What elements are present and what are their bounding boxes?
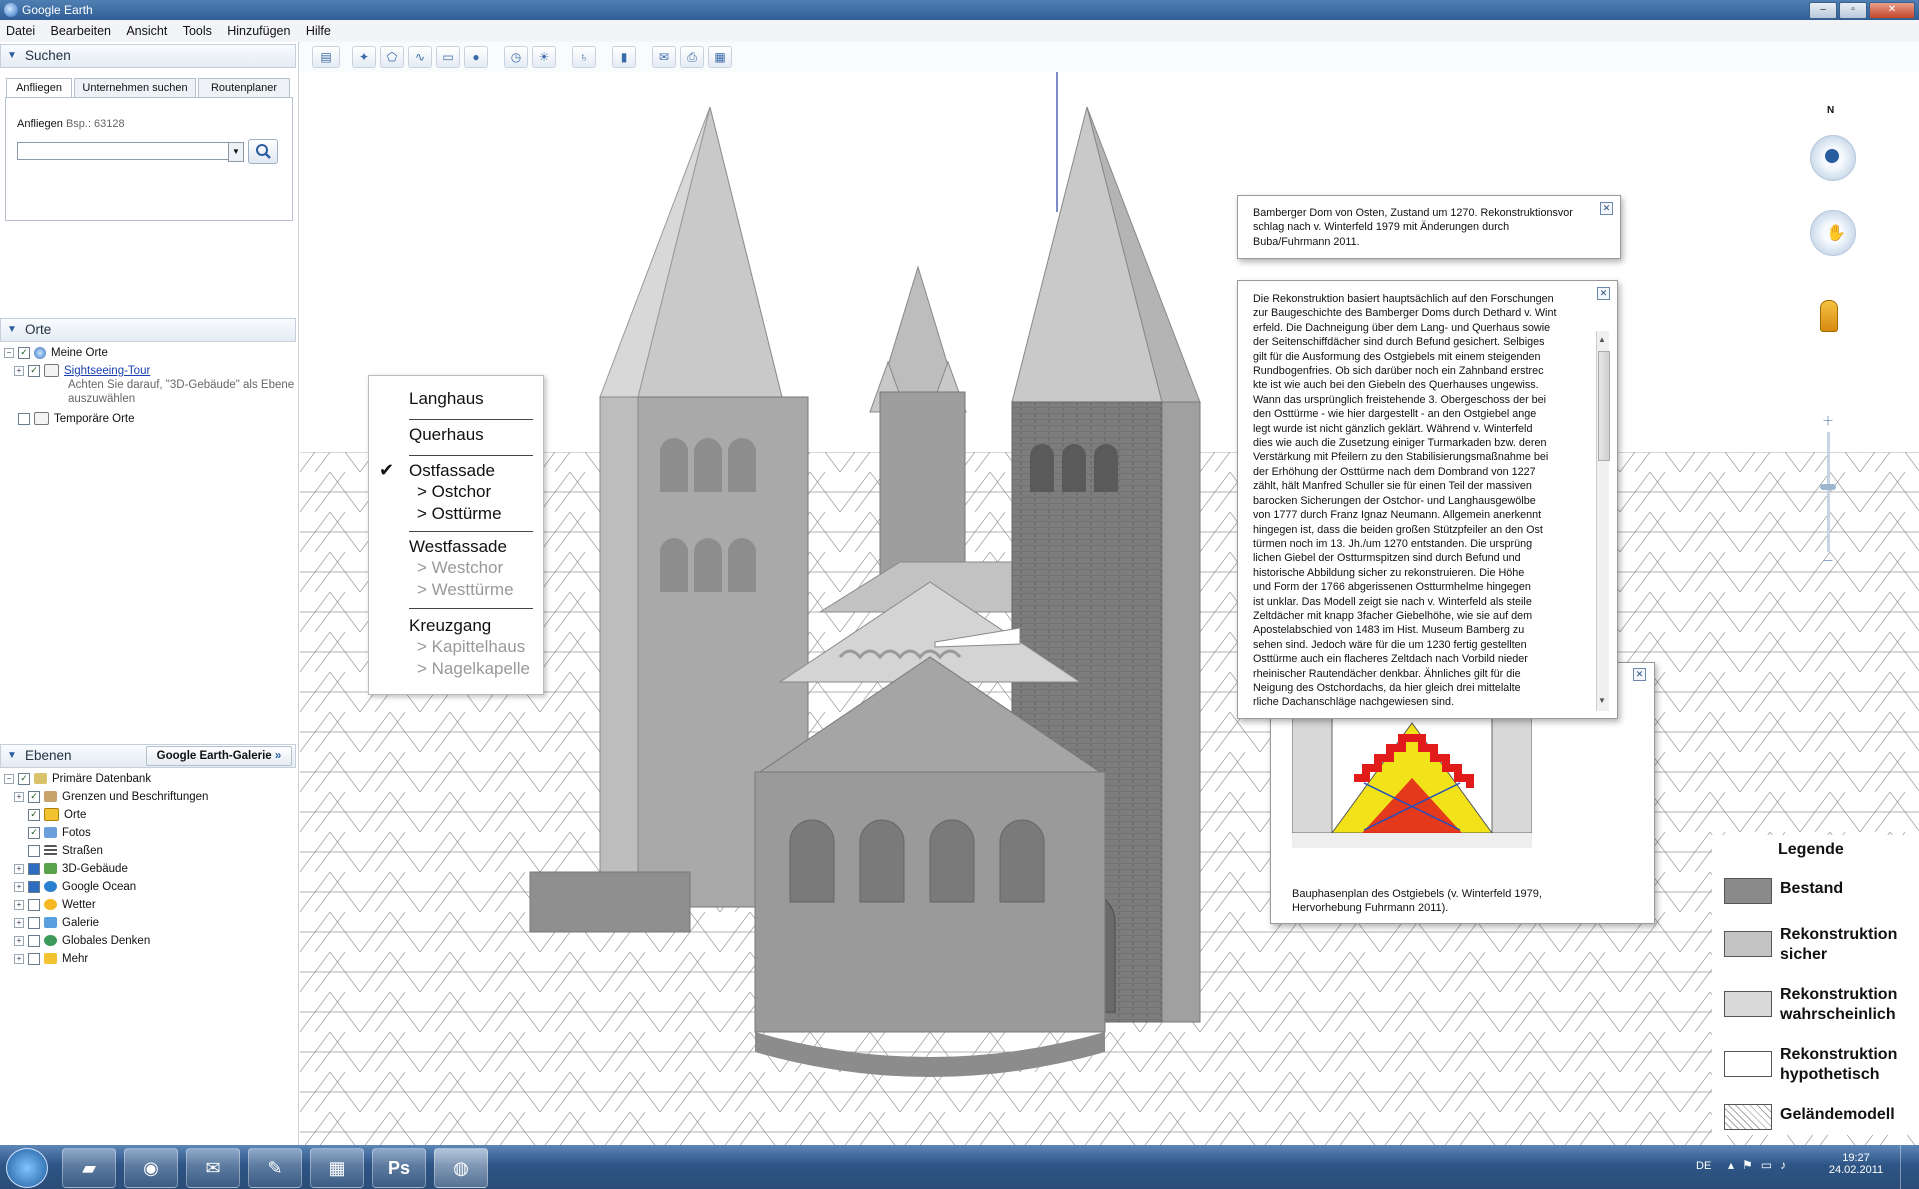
menu-ansicht[interactable]: Ansicht [126, 24, 168, 38]
checkbox[interactable] [18, 413, 30, 425]
menu-item-westtuerme[interactable]: > Westtürme [417, 580, 514, 599]
planets-icon[interactable]: ♄ [572, 46, 596, 68]
legend-label-bestand: Bestand [1780, 880, 1844, 897]
legend-label-gelaendemodell: Geländemodell [1780, 1106, 1895, 1123]
checkmark-icon: ✔ [379, 460, 395, 480]
move-joystick[interactable] [1810, 210, 1856, 256]
collapse-toggle[interactable]: − [4, 348, 14, 358]
layer-galerie[interactable]: + Galerie [14, 914, 99, 932]
reconstruction-text-line: Neigung des Ostchordachs, da hier gleich drei mittelalte [1253, 681, 1521, 694]
checkbox[interactable]: ✓ [28, 827, 40, 839]
email-icon[interactable]: ✉ [652, 46, 676, 68]
weather-sun-icon [44, 899, 57, 910]
menu-item-osttuerme[interactable]: > Osttürme [417, 504, 502, 523]
reconstruction-text-line: rliche Dachanschläge nachgewiesen sind. [1253, 696, 1455, 709]
menu-item-ostfassade[interactable]: Ostfassade [409, 461, 495, 480]
database-icon [34, 773, 47, 784]
layer-globales-denken[interactable]: + Globales Denken [14, 932, 150, 950]
expand-toggle[interactable]: + [14, 366, 24, 376]
collapse-arrow-icon[interactable]: ▼ [7, 50, 17, 61]
checkbox[interactable] [28, 863, 40, 875]
scroll-down-icon[interactable]: ▼ [1598, 696, 1606, 705]
globe-icon [44, 935, 57, 946]
menu-item-nagelkapelle[interactable]: > Nagelkapelle [417, 659, 530, 678]
image-caption-line: Bauphasenplan des Ostgiebels (v. Winterfeld 1979, [1292, 888, 1542, 900]
menu-item-langhaus[interactable]: Langhaus [409, 389, 484, 408]
menu-item-querhaus[interactable]: Querhaus [409, 425, 484, 444]
print-icon[interactable]: ⎙ [680, 46, 704, 68]
google-earth-logo-icon [4, 3, 18, 17]
fly-to-label: Anfliegen [17, 118, 63, 130]
search-button[interactable] [248, 139, 278, 164]
zoom-slider[interactable] [1827, 432, 1830, 552]
reconstruction-text-line: zur Baugeschichte des Bamberger Doms durch Dethard v. Wint [1253, 307, 1557, 320]
collapse-toggle[interactable]: − [4, 774, 14, 784]
folder-icon [34, 412, 49, 425]
legend-swatch-wahrscheinlich [1724, 991, 1772, 1017]
folder-icon [44, 364, 59, 377]
image-caption-line: Hervorhebung Fuhrmann 2011). [1292, 902, 1449, 914]
reconstruction-text-line: von 1777 durch Franz Ignaz Neumann. Allgemein anerkennt [1253, 509, 1542, 522]
close-icon[interactable]: ✕ [1600, 202, 1613, 215]
scrollbar-thumb[interactable] [1598, 351, 1610, 461]
zoom-out-icon[interactable]: － [1822, 554, 1835, 568]
left-panel [0, 42, 299, 1145]
google-earth-gallery-button[interactable]: Google Earth-Galerie » [146, 746, 292, 766]
layer-orte[interactable]: ✓ Orte [28, 806, 86, 824]
minimize-button[interactable]: – [1809, 2, 1837, 19]
menu-bar [0, 20, 1919, 43]
reconstruction-text-line: Wann das ursprünglich freistehende 3. Obergeschoss der bei [1253, 393, 1547, 406]
scroll-up-icon[interactable]: ▲ [1598, 335, 1606, 344]
reconstruction-text-line: historische Abbildung sicher zu rekonstruieren. Die Höhe [1253, 566, 1525, 579]
start-button-icon[interactable] [6, 1148, 48, 1188]
menu-bearbeiten[interactable]: Bearbeiten [50, 24, 111, 38]
reconstruction-text-line: rheinischer Rautendächer denkbar. Ähnliches gilt für die [1253, 667, 1521, 680]
menu-item-kapittelhaus[interactable]: > Kapittelhaus [417, 637, 526, 656]
layer-wetter[interactable]: + Wetter [14, 896, 96, 914]
clock-date: 24.02.2011 [1828, 1164, 1884, 1176]
places-tree [4, 344, 294, 424]
checkbox[interactable] [28, 899, 40, 911]
firefox-icon[interactable]: ◉ [124, 1148, 178, 1188]
gallery-star-icon [44, 917, 57, 928]
checkbox[interactable]: ✓ [18, 347, 30, 359]
search-section-header[interactable]: ▼ Suchen [0, 44, 296, 68]
title-balloon-line: schlag nach v. Winterfeld 1979 mit Änderungen durch [1253, 221, 1510, 234]
building-icon [44, 863, 57, 874]
sightseeing-tour-link[interactable]: Sightseeing-Tour [64, 365, 151, 377]
checkbox[interactable] [28, 881, 40, 893]
look-joystick[interactable] [1810, 135, 1856, 181]
tray-icons[interactable]: ▴⚑▭♪ [1728, 1158, 1795, 1172]
menu-item-westfassade[interactable]: Westfassade [409, 537, 507, 556]
layer-mehr[interactable]: + Mehr [14, 950, 88, 968]
reconstruction-text [1253, 292, 1588, 710]
expand-toggle[interactable]: + [14, 864, 24, 874]
checkbox[interactable] [28, 917, 40, 929]
places-icon [44, 808, 59, 821]
reconstruction-text-line: Osttürme auch ein flacheres Zeltdach nach Vorbild nieder [1253, 653, 1528, 666]
reconstruction-text-line: zählt, hält Manfred Schuller sie für einen Teil der massiven [1253, 480, 1532, 493]
title-bar [0, 0, 1919, 20]
sunlight-icon[interactable]: ☀ [532, 46, 556, 68]
search-icon [249, 140, 277, 163]
tree-item-meine-orte[interactable]: − ✓ Meine Orte [4, 344, 108, 362]
zoom-slider-handle[interactable] [1820, 484, 1836, 490]
close-icon[interactable]: ✕ [1633, 668, 1646, 681]
windows-taskbar [0, 1145, 1919, 1189]
expand-toggle[interactable]: + [14, 792, 24, 802]
places-note: auszuwählen [68, 393, 136, 405]
title-balloon-line: Buba/Fuhrmann 2011. [1253, 235, 1360, 248]
checkbox[interactable]: ✓ [28, 365, 40, 377]
add-overlay-icon[interactable]: ▭ [436, 46, 460, 68]
reconstruction-text-line: barocken Sicherungen der Ostchor- und Langhausgewölbe [1253, 494, 1536, 507]
clock-time: 19:27 [1842, 1152, 1870, 1164]
phase-plan-image [1292, 718, 1532, 848]
ocean-icon [44, 881, 57, 892]
reconstruction-text-line: Zeltdächer mit knapp 3facher Giebelhöhe, wie sie auf dem [1253, 609, 1533, 622]
window-title: Google Earth [22, 3, 93, 17]
reconstruction-text-line: gilt für die Ausformung des Ostgiebels mit einem steigenden [1253, 350, 1541, 363]
expand-toggle[interactable]: + [14, 918, 24, 928]
tree-item-temporaere-orte[interactable]: Temporäre Orte [18, 410, 135, 428]
reconstruction-text-line: Rundbogenfries. Ob sich darüber noch ein Zahnband erstrec [1253, 365, 1544, 378]
clock[interactable] [1826, 1152, 1886, 1176]
chevron-right-icon: » [274, 750, 282, 762]
legend-swatch-gelaendemodell [1724, 1104, 1772, 1130]
history-dropdown-button[interactable]: ▼ [228, 142, 244, 162]
reconstruction-text-line: der Erhöhung der Osttürme nach dem Dombrand von 1227 [1253, 465, 1536, 478]
menu-tools[interactable]: Tools [182, 24, 212, 38]
checkbox[interactable] [28, 953, 40, 965]
layers-tree [4, 770, 294, 990]
reconstruction-text-line: Apostelabschied von 1483 im Hist. Museum Bamberg zu [1253, 624, 1525, 637]
record-tour-icon[interactable]: ● [464, 46, 488, 68]
expand-toggle[interactable]: + [14, 936, 24, 946]
scrollbar[interactable] [1596, 331, 1609, 711]
reconstruction-text-line: hingegen ist, dass die beiden großen Stützpfeiler an den Ost [1253, 523, 1543, 536]
menu-item-westchor[interactable]: > Westchor [417, 558, 504, 577]
legend-label-hypothetisch: Rekonstruktion hypothetisch [1780, 1046, 1898, 1083]
building-section-menu [368, 375, 544, 695]
reconstruction-text-line: legt wurde ist nicht gänzlich geklärt. Während v. Winterfeld [1253, 422, 1533, 435]
reconstruction-text-line: lichen Giebel der Ostturmspitzen sind durch Befund und [1253, 552, 1521, 565]
legend-title: Legende [1778, 841, 1844, 858]
thunderbird-icon[interactable]: ✉ [186, 1148, 240, 1188]
fly-to-input[interactable] [17, 142, 233, 160]
title-balloon-line: Bamberger Dom von Osten, Zustand um 1270. Rekonstruktionsvor [1253, 207, 1573, 219]
collapse-arrow-icon[interactable]: ▼ [7, 324, 17, 335]
checkbox[interactable] [28, 845, 40, 857]
google-earth-taskbar-icon[interactable]: ◍ [434, 1148, 488, 1188]
reconstruction-text-line: der Seitenschiffdächer sind durch Befund gesichert. Selbiges [1253, 336, 1545, 349]
collapse-arrow-icon[interactable]: ▼ [7, 750, 17, 761]
hand-icon: ✋ [1826, 225, 1846, 242]
reconstruction-text-line: türmen noch im 13. Jh./um 1270 entstanden. Die ursprüng [1253, 537, 1533, 550]
close-button[interactable]: ✕ [1869, 2, 1915, 19]
add-placemark-icon[interactable]: ✦ [352, 46, 376, 68]
checkbox[interactable]: ✓ [28, 809, 40, 821]
layer-grenzen[interactable]: + ✓ Grenzen und Beschriftungen [14, 788, 208, 806]
editor-icon[interactable]: ✎ [248, 1148, 302, 1188]
add-polygon-icon[interactable]: ⬠ [380, 46, 404, 68]
street-view-pegman-icon[interactable] [1820, 300, 1838, 332]
legend-label-sicher: Rekonstruktion sicher [1780, 926, 1898, 963]
legend-swatch-hypothetisch [1724, 1051, 1772, 1077]
tab-routenplaner[interactable]: Routenplaner [198, 78, 290, 98]
reconstruction-text-line: und Form der 1766 abgerissenen Ostturmhelme hingegen [1253, 581, 1531, 594]
calculator-icon[interactable]: ▦ [310, 1148, 364, 1188]
layer-fotos[interactable]: ✓ Fotos [28, 824, 91, 842]
reconstruction-text-line: erfeld. Die Dachneigung über dem Lang- und Querhaus sowie [1253, 321, 1551, 334]
expand-toggle[interactable]: + [14, 900, 24, 910]
layer-3d-gebaeude[interactable]: + 3D-Gebäude [14, 860, 128, 878]
reconstruction-text-line: Verstärkung mit Pfeilern zu den Stabilisierungsmaßnahme bei [1253, 451, 1549, 464]
google-maps-icon[interactable]: ▦ [708, 46, 732, 68]
expand-toggle[interactable]: + [14, 954, 24, 964]
reconstruction-text-line: sehen sind. Jedoch wäre für die um 1230 fertig gestellten [1253, 638, 1527, 651]
reconstruction-text-line: kte ist wie auch bei den Giebeln des Querhauses ungewiss. [1253, 379, 1539, 392]
search-box [5, 97, 293, 221]
reconstruction-text-line: dies wie auch die Zusetzung einiger Turmarkaden bzw. deren [1253, 437, 1547, 450]
fly-to-hint: Bsp.: 63128 [65, 118, 125, 130]
menu-item-ostchor[interactable]: > Ostchor [417, 482, 492, 501]
sidebar-toggle-icon[interactable]: ▤ [312, 46, 340, 68]
menu-hilfe[interactable]: Hilfe [305, 24, 331, 38]
toolbar [300, 42, 1919, 73]
zoom-in-icon[interactable]: ＋ [1822, 414, 1835, 428]
flag-icon [44, 791, 57, 802]
legend [1712, 835, 1919, 1135]
menu-datei[interactable]: Datei [6, 24, 36, 38]
menu-hinzufuegen[interactable]: Hinzufügen [227, 24, 291, 38]
add-path-icon[interactable]: ∿ [408, 46, 432, 68]
ruler-icon[interactable]: ▮ [612, 46, 636, 68]
layer-strassen[interactable]: Straßen [28, 842, 103, 860]
west-towers [870, 267, 966, 592]
menu-item-kreuzgang[interactable]: Kreuzgang [409, 616, 492, 635]
globe-icon [34, 347, 46, 359]
legend-label-wahrscheinlich: Rekonstruktion wahrscheinlich [1780, 986, 1898, 1023]
checkbox[interactable] [28, 935, 40, 947]
checkbox[interactable]: ✓ [18, 773, 30, 785]
layers-section-header[interactable]: ▼ Ebenen [0, 744, 296, 768]
photoshop-icon[interactable]: Ps [372, 1148, 426, 1188]
title-balloon [1237, 195, 1621, 259]
layer-primaere-datenbank[interactable]: − ✓ Primäre Datenbank [4, 770, 151, 788]
photo-icon [44, 827, 57, 838]
legend-swatch-bestand [1724, 878, 1772, 904]
reconstruction-text-line: Die Rekonstruktion basiert hauptsächlich auf den Forschungen [1253, 293, 1554, 305]
places-note: Achten Sie darauf, "3D-Gebäude" als Ebene [68, 379, 295, 391]
historical-imagery-icon[interactable]: ◷ [504, 46, 528, 68]
checkbox[interactable]: ✓ [28, 791, 40, 803]
close-icon[interactable]: ✕ [1597, 287, 1610, 300]
legend-swatch-sicher [1724, 931, 1772, 957]
road-icon [44, 845, 57, 856]
reconstruction-text-balloon [1237, 280, 1618, 719]
more-icon [44, 953, 57, 964]
expand-toggle[interactable]: + [14, 882, 24, 892]
explorer-icon[interactable]: ▰ [62, 1148, 116, 1188]
layer-google-ocean[interactable]: + Google Ocean [14, 878, 136, 896]
reconstruction-text-line: ist unklar. Das Modell zeigt sie nach v. Winterfeld als steile [1253, 595, 1532, 608]
language-indicator[interactable]: DE [1696, 1160, 1712, 1172]
maximize-button[interactable]: ▫ [1839, 2, 1867, 19]
north-indicator: N [1827, 105, 1835, 116]
tab-unternehmen-suchen[interactable]: Unternehmen suchen [74, 78, 196, 98]
reconstruction-text-line: den Osttürme - wie hier dargestellt - an den Ostgiebel ange [1253, 408, 1537, 421]
places-section-header[interactable]: ▼ Orte [0, 318, 296, 342]
eye-icon [1825, 149, 1839, 163]
show-desktop-button[interactable] [1900, 1145, 1919, 1189]
tab-anfliegen[interactable]: Anfliegen [6, 78, 72, 98]
